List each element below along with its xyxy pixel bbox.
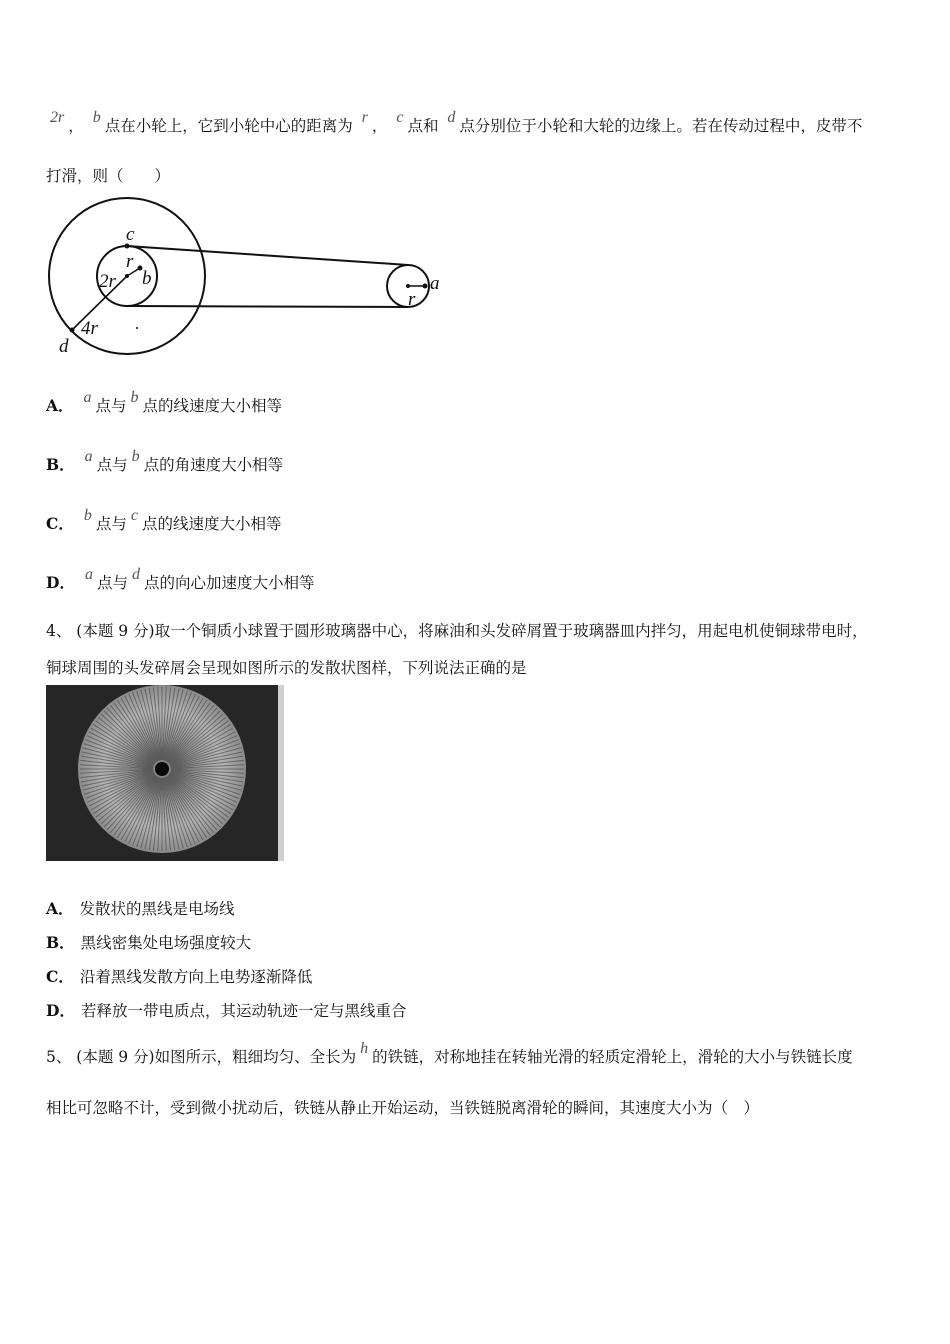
var-b: b [92, 109, 101, 126]
label-c: c [126, 224, 135, 245]
label-a: a [430, 273, 440, 294]
q4-option-d[interactable]: D． 若释放一带电质点，其运动轨迹一定与黑线重合 [46, 1001, 407, 1020]
q3-option-b[interactable]: B． a 点与 b 点的角速度大小相等 [46, 448, 284, 474]
var-r: r [361, 109, 368, 126]
q5-stem-line1: 5、 (本题 9 分)如图所示，粗细均匀、全长为 h 的铁链，对称地挂在转轴光滑的轻质定滑轮上，滑轮的大小与铁链长度 [46, 1040, 853, 1066]
q3-intro-line: 2r ， b 点在小轮上，它到小轮中心的距离为 r ， c 点和 d 点分别位于小轮和大轮的边缘上。若在传动过程中，皮带不 [50, 109, 863, 135]
point-a [423, 284, 428, 289]
q4-stem-line2: 铜球周围的头发碎屑会呈现如图所示的发散状图样，下列说法正确的是 [46, 659, 527, 677]
pulley-belt-diagram [44, 192, 454, 362]
q4-option-b[interactable]: B． 黑线密集处电场强度较大 [46, 933, 252, 952]
q3-option-c[interactable]: C． b 点与 c 点的线速度大小相等 [46, 507, 282, 533]
copper-ball [155, 762, 169, 776]
label-2r: 2r [99, 271, 116, 292]
point-d [70, 328, 75, 333]
label-b: b [142, 268, 152, 289]
belt-bottom [127, 306, 408, 307]
var-c: c [396, 109, 404, 126]
label-r-right: r [408, 289, 416, 310]
belt-top [127, 246, 408, 265]
q5-stem-line2: 相比可忽略不计，受到微小扰动后，铁链从静止开始运动，当铁链脱离滑轮的瞬间，其速度大小为（ ） [46, 1099, 760, 1117]
q4-option-a[interactable]: A． 发散状的黑线是电场线 [46, 899, 235, 918]
hair-filings-field-photo [46, 685, 284, 861]
center-left [125, 274, 129, 278]
q3-option-d[interactable]: D． a 点与 d 点的向心加速度大小相等 [46, 566, 315, 592]
q3-intro-line2: 打滑，则（ ） [46, 167, 171, 185]
center-right [406, 284, 410, 288]
q4-stem-line1: 4、 (本题 9 分)取一个铜质小球置于圆形玻璃器中心，将麻油和头发碎屑置于玻璃器皿内拌匀，用起电机使铜球带电时， [46, 622, 868, 640]
label-r-top: r [126, 251, 134, 272]
q4-option-c[interactable]: C． 沿着黑线发散方向上电势逐渐降低 [46, 967, 313, 986]
label-d: d [59, 336, 69, 357]
q3-option-a[interactable]: A． a 点与 b 点的线速度大小相等 [46, 389, 283, 415]
var-d: d [447, 109, 456, 126]
stray-dot [136, 327, 138, 329]
label-4r: 4r [81, 318, 98, 339]
var-h: h [360, 1040, 369, 1057]
var-2r: 2r [50, 109, 65, 126]
